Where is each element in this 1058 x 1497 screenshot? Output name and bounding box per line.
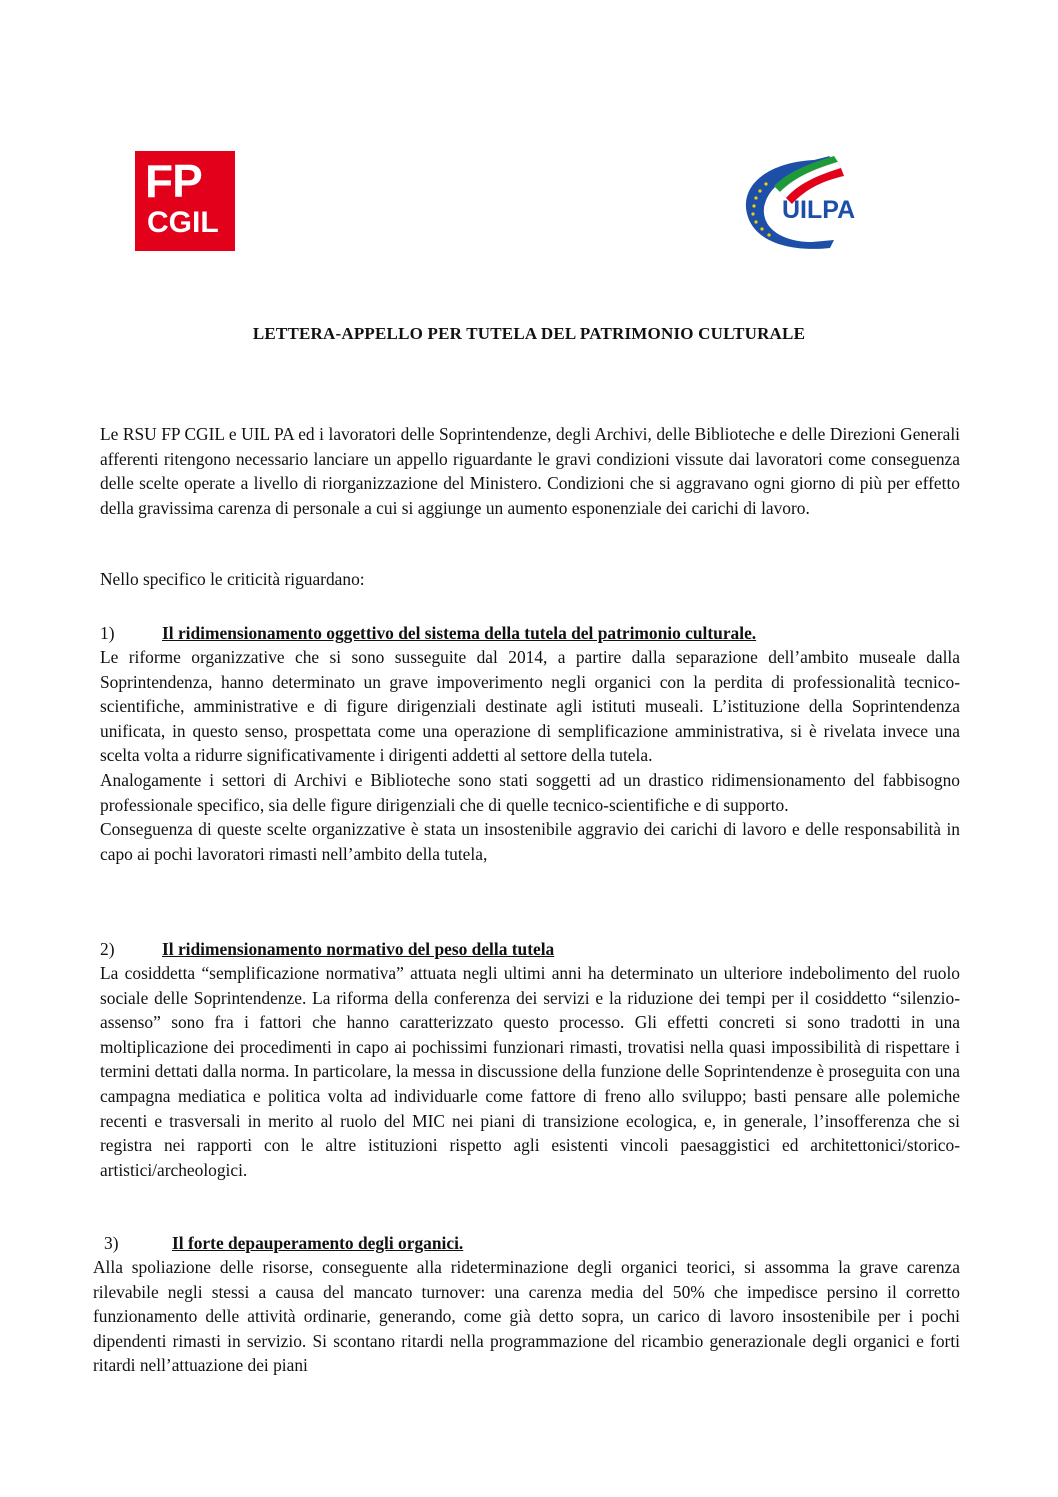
lead-text: Nello specifico le criticità riguardano:: [100, 569, 365, 589]
section-1-body: [100, 645, 960, 866]
uilpa-logo: [734, 150, 884, 250]
section-1-number: 1): [100, 623, 115, 643]
section-3-number: 3): [104, 1233, 119, 1253]
section-1-paragraph-1: Le riforme organizzative che si sono susseguite dal 2014, a partire dalla separazione dell’ambito museale dalla Soprintendenza, hanno determinato un grave impoverimento negli organici con la perdita di professionalità tecnico-scientifiche, amministrative e di figure dirigenziali destinate agli istituti museali. L’istituzione della Soprintendenza unificata, in questo senso, prospettata come una operazione di semplificazione amministrativa, si è rivelata invece una scelta volta a ridurre significativamente i dirigenti addetti al settore della tutela.: [100, 647, 960, 766]
section-3-body: [93, 1255, 960, 1378]
section-2-title: Il ridimensionamento normativo del peso della tutela: [162, 939, 555, 959]
lead-paragraph: [100, 567, 960, 592]
section-2-number: 2): [100, 939, 115, 959]
fp-logo-line2: CGIL: [147, 206, 219, 239]
section-3-title: Il forte depauperamento degli organici.: [172, 1233, 464, 1253]
section-3-paragraph-1: Alla spoliazione delle risorse, conseguente alla rideterminazione degli organici teorici, si assomma la grave carenza rilevabile negli stessi a causa del mancato turnover: una carenza media del 50% che impedisce persino il corretto funzionamento delle attività ordinarie, generando, come già detto sopra, un carico di lavoro insostenibile per i pochi dipendenti rimasti in servizio. Si scontano ritardi nella programmazione del ricambio generazionale degli organici e forti ritardi nell’attuazione dei piani: [93, 1257, 960, 1376]
document-title: LETTERA-APPELLO PER TUTELA DEL PATRIMONIO CULTURALE: [252, 324, 806, 343]
uilpa-logo-text: UILPA: [782, 196, 856, 224]
section-1-paragraph-2: Analogamente i settori di Archivi e Biblioteche sono stati soggetti ad un drastico ridimensionamento del fabbisogno professionale specifico, sia delle figure dirigenziali che di quelle tecnico-scientifiche e di supporto.: [100, 769, 960, 815]
fp-logo-line1: FP: [145, 155, 202, 207]
section-2-body: [100, 961, 960, 1182]
intro-text: Le RSU FP CGIL e UIL PA ed i lavoratori delle Soprintendenze, degli Archivi, delle Biblioteche e delle Direzioni Generali afferenti ritengono necessario lanciare un appello riguardante le gravi condizioni vissute dai lavoratori come conseguenza delle scelte operate a livello di riorganizzazione del Ministero. Condizioni che si aggravano ogni giorno di più per effetto della gravissima carenza di personale a cui si aggiunge un aumento esponenziale dei carichi di lavoro.: [100, 424, 960, 518]
section-1-paragraph-3: Conseguenza di queste scelte organizzative è stata un insostenibile aggravio dei carichi di lavoro e delle responsabilità in capo ai pochi lavoratori rimasti nell’ambito della tutela,: [100, 819, 960, 864]
section-2-paragraph-1: La cosiddetta “semplificazione normativa” attuata negli ultimi anni ha determinato un ulteriore indebolimento del ruolo sociale delle Soprintendenze. La riforma della conferenza dei servizi e la riduzione dei tempi per il cosiddetto “silenzio-assenso” sono fra i fattori che hanno caratterizzato questo processo. Gli effetti concreti si sono tradotti in una moltiplicazione dei procedimenti in capo ai pochissimi funzionari rimasti, trovatisi nella quasi impossibilità di rispettare i termini dettati dalla norma. In particolare, la messa in discussione della funzione delle Soprintendenze è proseguita con una campagna mediatica e politica volta ad individuarle come fattore di freno allo sviluppo; basti pensare alle polemiche recenti e trasversali in merito al ruolo del MIC nei piani di transizione ecologica, e, in generale, l’insofferenza che si registra nei rapporti con le altre istituzioni rispetto agli esistenti vincoli paesaggistici ed architettonici/storico-artistici/archeologici.: [100, 963, 960, 1180]
section-1-title: Il ridimensionamento oggettivo del sistema della tutela del patrimonio culturale.: [162, 623, 757, 643]
fp-cgil-logo: [135, 151, 235, 251]
intro-paragraph: [100, 422, 960, 520]
